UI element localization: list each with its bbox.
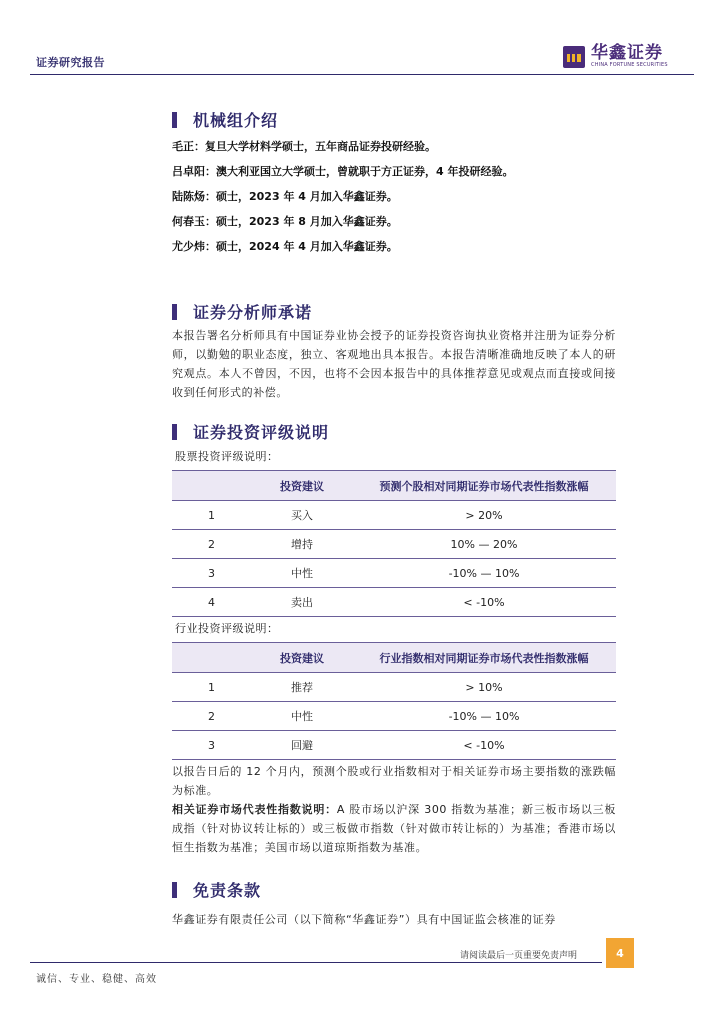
header-divider — [30, 74, 694, 75]
disclaimer-section-heading — [172, 878, 261, 901]
market-index-text: A 股市场以沪深 300 指数为基准；新三板市场以三板成指（针对协议转让标的）或三板做市指数（针对做市转让标的）为基准；香港市场以恒生指数为基准；美国市场以道琼斯指数为基准。 — [172, 803, 616, 854]
logo-mark-icon — [563, 46, 585, 68]
stock-rating-label: 股票投资评级说明： — [175, 450, 279, 463]
team-section-heading — [172, 108, 278, 131]
logo-name: 华鑫证券 — [591, 43, 663, 63]
table-row — [172, 559, 616, 588]
table-cell: < -10% — [352, 588, 616, 617]
market-index-label: 相关证券市场代表性指数说明： — [172, 803, 337, 816]
column-header — [172, 643, 252, 673]
footer-divider — [30, 962, 602, 963]
disclaimer-section-title: 免责条款 — [193, 881, 262, 900]
table-cell: > 20% — [352, 501, 616, 530]
industry-rating-table — [172, 642, 616, 760]
disclaimer-reminder: 请阅读最后一页重要免责声明 — [460, 951, 578, 961]
column-header: 投资建议 — [252, 471, 352, 501]
table-header-row — [172, 471, 616, 501]
table-cell: 买入 — [252, 501, 352, 530]
stock-rating-table — [172, 470, 616, 617]
table-cell: 4 — [172, 588, 252, 617]
table-row — [172, 530, 616, 559]
company-logo — [563, 44, 668, 69]
table-cell: -10% — 10% — [352, 702, 616, 731]
disclaimer-text: 华鑫证券有限责任公司（以下简称“华鑫证券”）具有中国证监会核准的证券 — [172, 913, 556, 926]
table-cell: 中性 — [252, 559, 352, 588]
table-cell: 2 — [172, 530, 252, 559]
table-cell: 3 — [172, 559, 252, 588]
rating-section-title: 证券投资评级说明 — [193, 423, 330, 442]
team-section-title: 机械组介绍 — [193, 111, 279, 130]
heading-bar — [172, 424, 177, 440]
table-cell: -10% — 10% — [352, 559, 616, 588]
table-cell: 1 — [172, 501, 252, 530]
commitment-text: 本报告署名分析师具有中国证券业协会授予的证券投资咨询执业资格并注册为证券分析师，以勤勉的职业态度，独立、客观地出具本报告。本报告清晰准确地反映了本人的研究观点。本人不曾因，不因，也将不会因本报告中的具体推荐意见或观点而直接或间接收到任何形式的补偿。 — [172, 329, 616, 399]
column-header: 行业指数相对同期证券市场代表性指数涨幅 — [352, 643, 616, 673]
table-cell: 1 — [172, 673, 252, 702]
column-header: 投资建议 — [252, 643, 352, 673]
column-header: 预测个股相对同期证券市场代表性指数涨幅 — [352, 471, 616, 501]
table-cell: 增持 — [252, 530, 352, 559]
table-cell: 卖出 — [252, 588, 352, 617]
company-slogan: 诚信、专业、稳健、高效 — [36, 974, 157, 985]
team-member: 何春玉：硕士，2023 年 8 月加入华鑫证券。 — [172, 215, 398, 228]
table-cell: 中性 — [252, 702, 352, 731]
team-member: 毛正：复旦大学材料学硕士，五年商品证券投研经验。 — [172, 140, 436, 153]
table-row — [172, 731, 616, 760]
table-row — [172, 673, 616, 702]
market-index-note — [172, 800, 616, 857]
table-row — [172, 588, 616, 617]
table-cell: 推荐 — [252, 673, 352, 702]
rating-section-heading — [172, 420, 329, 443]
table-cell: 回避 — [252, 731, 352, 760]
commitment-section-title: 证券分析师承诺 — [193, 303, 313, 322]
team-member: 吕卓阳：澳大利亚国立大学硕士，曾就职于方正证券，4 年投研经验。 — [172, 165, 514, 178]
table-row — [172, 702, 616, 731]
table-cell: 3 — [172, 731, 252, 760]
commitment-section-heading — [172, 300, 312, 323]
table-header-row — [172, 643, 616, 673]
rating-basis-note: 以报告日后的 12 个月内，预测个股或行业指数相对于相关证券市场主要指数的涨跌幅为标准。 — [172, 765, 616, 797]
page-number: 4 — [606, 938, 634, 968]
industry-rating-label: 行业投资评级说明： — [175, 622, 279, 635]
heading-bar — [172, 304, 177, 320]
heading-bar — [172, 112, 177, 128]
table-cell: 10% — 20% — [352, 530, 616, 559]
column-header — [172, 471, 252, 501]
table-cell: 2 — [172, 702, 252, 731]
table-cell: > 10% — [352, 673, 616, 702]
table-cell: < -10% — [352, 731, 616, 760]
heading-bar — [172, 882, 177, 898]
team-member: 尤少炜：硕士，2024 年 4 月加入华鑫证券。 — [172, 240, 398, 253]
table-row — [172, 501, 616, 530]
team-member: 陆陈炀：硕士，2023 年 4 月加入华鑫证券。 — [172, 190, 398, 203]
logo-english-name: CHINA FORTUNE SECURITIES — [591, 62, 668, 68]
report-type-label: 证券研究报告 — [36, 56, 105, 69]
